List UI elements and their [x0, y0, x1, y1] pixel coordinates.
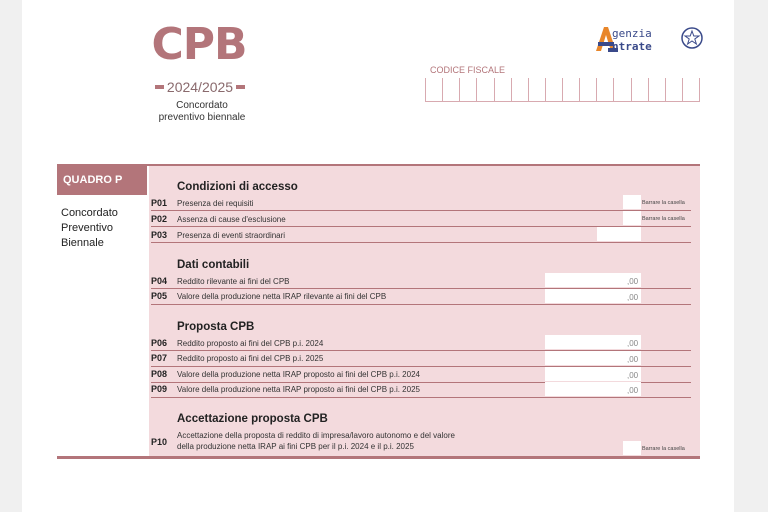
form-subtitle [142, 100, 262, 124]
p01-barrare-hint: Barrare la casella [642, 200, 685, 206]
row-code-p10: P10 [151, 437, 168, 447]
rule-p01 [151, 210, 691, 211]
section-proposta-cpb: Proposta CPB [177, 321, 255, 333]
p02-barrare-hint: Barrare la casella [642, 216, 685, 222]
desc-line2: Preventivo [61, 222, 113, 234]
row-code-p07: P07 [151, 353, 168, 363]
row-label-p07: Reddito proposto ai fini del CPB p.i. 2025 [177, 354, 324, 363]
section-accettazione-proposta: Accettazione proposta CPB [177, 413, 328, 425]
row-code-p01: P01 [151, 198, 168, 208]
rule-p05 [151, 304, 691, 305]
p07-decimals: ,00 [627, 355, 639, 364]
desc-line1: Concordato [61, 207, 118, 219]
form-years [148, 78, 252, 96]
p05-decimals: ,00 [627, 293, 639, 302]
logo-text-ntrate: ntrate [612, 40, 652, 53]
row-label-p01: Presenza dei requisiti [177, 199, 254, 208]
logo-text-genzia: genzia [612, 27, 652, 40]
p08-decimals: ,00 [627, 371, 639, 380]
p01-checkbox[interactable] [623, 195, 641, 209]
years-label: 2024/2025 [166, 79, 234, 95]
p10-checkbox[interactable] [623, 441, 641, 455]
quadro-description [61, 206, 118, 251]
quadro-tag: QUADRO P [57, 166, 147, 195]
row-code-p04: P04 [151, 276, 168, 286]
republic-seal-icon [680, 26, 704, 50]
row-label-p06: Reddito proposto ai fini del CPB p.i. 2024 [177, 339, 324, 348]
p04-decimals: ,00 [627, 277, 639, 286]
section-condizioni-accesso: Condizioni di accesso [177, 181, 298, 193]
section-dati-contabili: Dati contabili [177, 259, 250, 271]
row-label-p02: Assenza di cause d'esclusione [177, 215, 286, 224]
codice-fiscale-input[interactable] [425, 78, 700, 102]
row-code-p08: P08 [151, 369, 168, 379]
row-label-p10-line1: Accettazione della proposta di reddito di impresa/lavoro autonomo e del valore [177, 431, 455, 440]
row-code-p03: P03 [151, 230, 168, 240]
p10-barrare-hint: Barrare la casella [642, 446, 685, 452]
p03-field[interactable] [597, 227, 641, 241]
years-bar-right [236, 85, 245, 89]
p02-checkbox[interactable] [623, 211, 641, 225]
form-sheet [22, 0, 734, 512]
row-code-p09: P09 [151, 384, 168, 394]
years-bar-left [155, 85, 164, 89]
rule-p09 [151, 397, 691, 398]
row-code-p02: P02 [151, 214, 168, 224]
row-label-p03: Presenza di eventi straordinari [177, 231, 286, 240]
row-code-p06: P06 [151, 338, 168, 348]
row-label-p09: Valore della produzione netta IRAP proposto ai fini del CPB p.i. 2025 [177, 385, 420, 394]
row-label-p05: Valore della produzione netta IRAP rilevante ai fini del CPB [177, 292, 387, 301]
row-code-p05: P05 [151, 291, 168, 301]
codice-fiscale-label: CODICE FISCALE [430, 65, 506, 75]
rule-p03 [151, 242, 691, 243]
bottom-rule [57, 456, 700, 459]
subtitle-line1: Concordato [176, 100, 228, 111]
p09-decimals: ,00 [627, 386, 639, 395]
row-label-p08: Valore della produzione netta IRAP proposto ai fini del CPB p.i. 2024 [177, 370, 420, 379]
agenzia-entrate-logo [594, 24, 706, 56]
form-title: CPB [151, 19, 247, 70]
desc-line3: Biennale [61, 237, 104, 249]
subtitle-line2: preventivo biennale [158, 112, 246, 123]
row-label-p10-line2: della produzione netta IRAP ai fini CPB per il p.i. 2024 e il p.i. 2025 [177, 442, 414, 451]
row-label-p04: Reddito rilevante ai fini del CPB [177, 277, 290, 286]
p06-decimals: ,00 [627, 339, 639, 348]
